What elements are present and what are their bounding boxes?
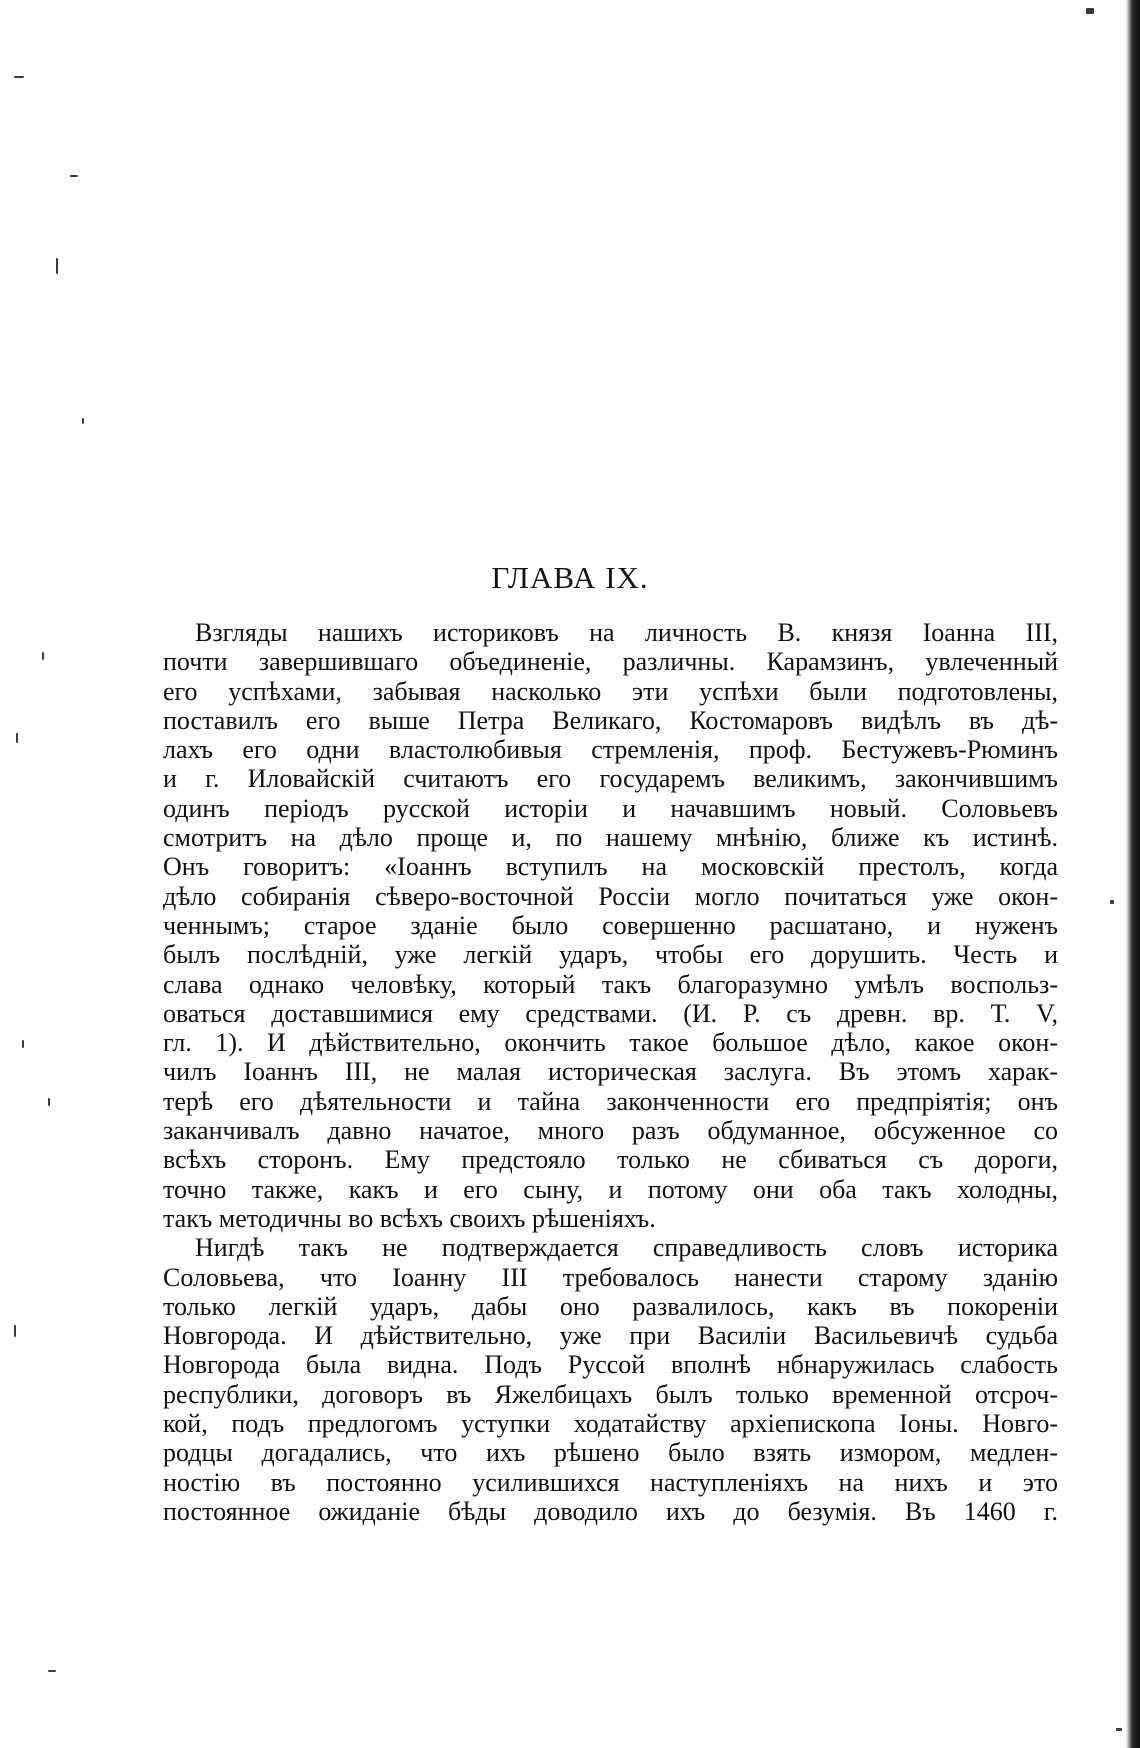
text-line: лахъ его одни властолюбивыя стремленія, проф. Бестужевъ-Рюминъ — [163, 735, 1058, 765]
text-line: смотритъ на дѣло проще и, по нашему мнѣнію, ближе къ истинѣ. — [163, 823, 1058, 853]
text-line: родцы догадались, что ихъ рѣшено было взять измором, медлен- — [163, 1438, 1058, 1468]
text-line: только легкій ударъ, дабы оно развалилось, какъ въ покореніи — [163, 1291, 1058, 1321]
text-line: былъ послѣдній, уже легкій ударъ, чтобы его дорушить. Честь и — [163, 940, 1058, 970]
text-line: его успѣхами, забывая насколько эти успѣхи были подготовлены, — [163, 676, 1058, 706]
scanned-page-edge — [1126, 0, 1140, 1748]
speck — [1110, 900, 1114, 904]
text-line: оваться доставшимися ему средствами. (И. Р. съ древн. вр. Т. V, — [163, 998, 1058, 1028]
text-line: чилъ Іоаннъ III, не малая историческая заслуга. Въ этомъ харак- — [163, 1057, 1058, 1087]
text-line: Онъ говоритъ: «Іоаннъ вступилъ на московскій престолъ, когда — [163, 852, 1058, 882]
text-line: терѣ его дѣятельности и тайна законченности его предпріятія; онъ — [163, 1086, 1058, 1116]
paragraph-2 — [163, 1233, 1058, 1526]
text-line: Взгляды нашихъ историковъ на личность В. князя Іоанна III, — [195, 618, 1058, 647]
text-line: всѣхъ сторонъ. Ему предстояло только не сбиваться съ дороги, — [163, 1145, 1058, 1175]
text-line: Новгорода была видна. Подъ Руссой вполнѣ нбнаружилась слабость — [163, 1350, 1058, 1380]
speck — [22, 1040, 24, 1048]
chapter-title: ГЛАВА IX. — [491, 560, 649, 595]
speck — [70, 175, 78, 177]
speck — [48, 1670, 56, 1672]
speck — [14, 76, 24, 78]
speck — [48, 1098, 50, 1106]
text-line: поставилъ его выше Петра Великаго, Костомаровъ видѣлъ въ дѣ- — [163, 705, 1058, 735]
speck — [14, 1325, 16, 1337]
text-line: такъ методичны во всѣхъ своихъ рѣшеніяхъ. — [163, 1203, 656, 1233]
text-line: Нигдѣ такъ не подтверждается справедливость словъ историка — [195, 1233, 1058, 1263]
speck — [56, 258, 58, 274]
text-line: Соловьева, что Іоанну III требовалось нанести старому зданію — [163, 1262, 1058, 1292]
text-line: почти завершившаго объединеніе, различны. Карамзинъ, увлеченный — [163, 647, 1058, 677]
speck — [1116, 1728, 1122, 1731]
speck — [42, 652, 44, 660]
text-line: одинъ періодъ русской исторіи и начавшимъ новый. Соловьевъ — [163, 793, 1058, 823]
text-line: слава однако человѣку, который такъ благоразумно умѣлъ воспольз- — [163, 969, 1058, 999]
text-line: республики, договоръ въ Яжелбицахъ былъ только временной отсроч- — [163, 1379, 1058, 1409]
body-text — [163, 618, 1058, 1526]
text-line: постоянное ожиданіе бѣды доводило ихъ до безумія. Въ 1460 г. — [163, 1496, 1058, 1526]
text-line: гл. 1). И дѣйствительно, окончить такое большое дѣло, какое окон- — [163, 1028, 1058, 1058]
text-line: кой, подъ предлогомъ уступки ходатайству архіепископа Іоны. Новго- — [163, 1409, 1058, 1439]
text-line: заканчивалъ давно начатое, много разъ обдуманное, обсуженное со — [163, 1116, 1058, 1146]
text-line: дѣло собиранія сѣверо-восточной Россіи могло почитаться уже окон- — [163, 881, 1058, 911]
text-line: точно также, какъ и его сыну, и потому они оба такъ холодны, — [163, 1174, 1058, 1204]
text-line: и г. Иловайскій считаютъ его государемъ великимъ, закончившимъ — [163, 764, 1058, 794]
speck — [82, 418, 84, 424]
text-line: ностію въ постоянно усилившихся наступленіяхъ на нихъ и это — [163, 1467, 1058, 1497]
text-line: ченнымъ; старое зданіе было совершенно расшатано, и нуженъ — [163, 910, 1058, 940]
text-line: Новгорода. И дѣйствительно, уже при Василіи Васильевичѣ судьба — [163, 1321, 1058, 1351]
paragraph-1 — [163, 618, 1058, 1233]
speck — [16, 733, 18, 743]
speck — [1086, 8, 1094, 14]
